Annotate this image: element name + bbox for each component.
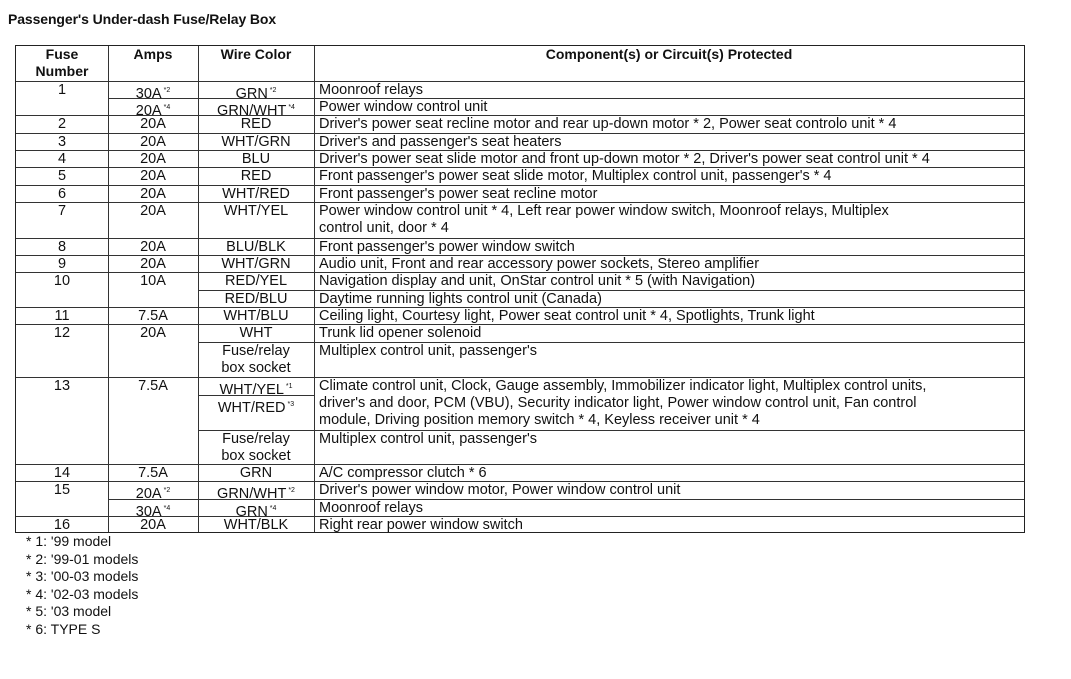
wire-line: Fuse/relay	[222, 431, 290, 447]
fuse-number: 10	[53, 273, 71, 289]
wire-color: WHT/BLU	[223, 308, 289, 324]
fuse-number: 7	[57, 203, 67, 219]
amps-value: 7.5A	[138, 378, 168, 394]
component-text: Right rear power window switch	[319, 517, 523, 533]
amps-value: 20A	[140, 116, 166, 132]
amps-value: 20A	[140, 239, 166, 255]
wire-color	[198, 431, 314, 465]
amps-value: 20A	[140, 203, 166, 219]
fuse-number: 5	[57, 168, 67, 184]
wire-color: GRN/WHT $^{*4}$	[217, 103, 295, 119]
fuse-number: 3	[57, 134, 67, 150]
component-text: Front passenger's power seat slide motor, Multiplex control unit, passenger's * 4	[319, 168, 832, 184]
page-title: Passenger's Under-dash Fuse/Relay Box	[8, 11, 277, 27]
fuse-number: 2	[57, 116, 67, 132]
header-fuse-line2: Number	[35, 63, 89, 79]
footnote: * 3: '00-03 models	[26, 568, 139, 584]
component-line: Power window control unit * 4, Left rear power window switch, Moonroof relays, Multiplex	[319, 203, 889, 219]
footnote: * 4: '02-03 models	[26, 585, 139, 602]
fuse-table	[15, 45, 1025, 533]
wire-color: GRN $^{*2}$	[235, 86, 277, 102]
header-amps: Amps	[133, 46, 173, 62]
header-wire-color: Wire Color	[220, 46, 292, 62]
amps-value: 20A $^{*4}$	[135, 103, 171, 119]
amps-value: 20A	[140, 151, 166, 167]
wire-color: WHT/GRN	[221, 134, 291, 150]
wire-color	[198, 343, 314, 377]
amps-value: 20A	[140, 168, 166, 184]
amps-value: 7.5A	[138, 308, 168, 324]
component-text: Driver's power seat slide motor and front up-down motor * 2, Driver's power seat control unit * 4	[319, 151, 930, 167]
fuse-number: 16	[53, 517, 71, 533]
wire-color: GRN/WHT $^{*2}$	[217, 486, 295, 502]
amps-value: 20A	[140, 186, 166, 202]
header-fuse-line1: Fuse	[45, 46, 79, 62]
component-text: Moonroof relays	[319, 82, 423, 98]
footnote: * 1: '99 model	[26, 533, 112, 549]
component-text: Audio unit, Front and rear accessory power sockets, Stereo amplifier	[319, 256, 760, 272]
component-text	[314, 378, 926, 429]
fuse-number: 14	[53, 465, 71, 481]
fuse-number: 13	[53, 378, 71, 394]
footnotes	[26, 533, 138, 638]
header-fuse-number	[16, 46, 108, 80]
component-text: Power window control unit	[319, 99, 488, 115]
amps-value: 20A $^{*2}$	[135, 486, 171, 502]
fuse-number: 1	[57, 82, 67, 98]
component-text: Front passenger's power window switch	[319, 239, 575, 255]
component-text: Driver's power window motor, Power window control unit	[319, 482, 681, 498]
wire-color: GRN	[239, 465, 273, 481]
footnote: * 2: '99-01 models	[26, 550, 139, 567]
amps-value: 30A $^{*4}$	[135, 504, 171, 520]
component-text: Multiplex control unit, passenger's	[319, 343, 537, 359]
fuse-number: 4	[57, 151, 67, 167]
wire-color: GRN $^{*4}$	[235, 504, 277, 520]
wire-color: RED/BLU	[224, 291, 288, 307]
wire-line: box socket	[221, 448, 291, 464]
amps-value: 20A	[140, 134, 166, 150]
component-text: A/C compressor clutch * 6	[319, 465, 487, 481]
wire-color: WHT/RED	[222, 186, 290, 202]
amps-value: 20A	[140, 517, 166, 533]
component-text: Front passenger's power seat recline motor	[319, 186, 598, 202]
wire-line: Fuse/relay	[222, 343, 290, 359]
component-text: Multiplex control unit, passenger's	[319, 431, 537, 447]
component-text: Driver's power seat recline motor and rear up-down motor * 2, Power seat controlo unit * 4	[319, 116, 897, 132]
component-text: Ceiling light, Courtesy light, Power seat control unit * 4, Spotlights, Trunk light	[319, 308, 815, 324]
wire-color: WHT/RED $^{*3}$	[217, 400, 295, 416]
wire-color: RED	[240, 116, 272, 132]
fuse-number: 9	[57, 256, 67, 272]
header-component: Component(s) or Circuit(s) Protected	[545, 46, 793, 62]
amps-value: 20A	[140, 325, 166, 341]
wire-color: RED	[240, 168, 272, 184]
footnote: * 6: TYPE S	[26, 620, 101, 637]
amps-value: 20A	[140, 256, 166, 272]
fuse-number: 15	[53, 482, 71, 498]
fuse-number: 8	[57, 239, 67, 255]
component-text: Driver's and passenger's seat heaters	[319, 134, 562, 150]
component-line: module, Driving position memory switch * 4, Keyless receiver unit * 4	[319, 412, 760, 428]
amps-value: 10A	[140, 273, 166, 289]
fuse-number: 12	[53, 325, 71, 341]
component-text: Trunk lid opener solenoid	[319, 325, 482, 341]
amps-value: 7.5A	[138, 465, 168, 481]
component-line: driver's and door, PCM (VBU), Security indicator light, Power window control unit, Fan control	[319, 395, 917, 411]
wire-color: WHT/GRN	[221, 256, 291, 272]
wire-color: BLU	[241, 151, 271, 167]
component-line: control unit, door * 4	[319, 220, 449, 236]
wire-line: box socket	[221, 360, 291, 376]
fuse-number: 11	[54, 308, 70, 324]
component-text	[314, 203, 889, 237]
fuse-number: 6	[57, 186, 67, 202]
wire-color: RED/YEL	[224, 273, 288, 289]
component-line: Climate control unit, Clock, Gauge assembly, Immobilizer indicator light, Multiplex control units,	[319, 378, 927, 394]
amps-value: 30A $^{*2}$	[135, 86, 171, 102]
footnote: * 5: '03 model	[26, 603, 112, 619]
wire-color: WHT/YEL	[223, 203, 289, 219]
wire-color: BLU/BLK	[226, 239, 286, 255]
wire-color: WHT/BLK	[223, 517, 289, 533]
component-text: Navigation display and unit, OnStar control unit * 5 (with Navigation)	[319, 273, 756, 289]
wire-color: WHT	[239, 325, 273, 341]
wire-color: WHT/YEL $^{*1}$	[219, 382, 293, 398]
component-text: Moonroof relays	[319, 500, 423, 516]
component-text: Daytime running lights control unit (Canada)	[319, 291, 602, 307]
